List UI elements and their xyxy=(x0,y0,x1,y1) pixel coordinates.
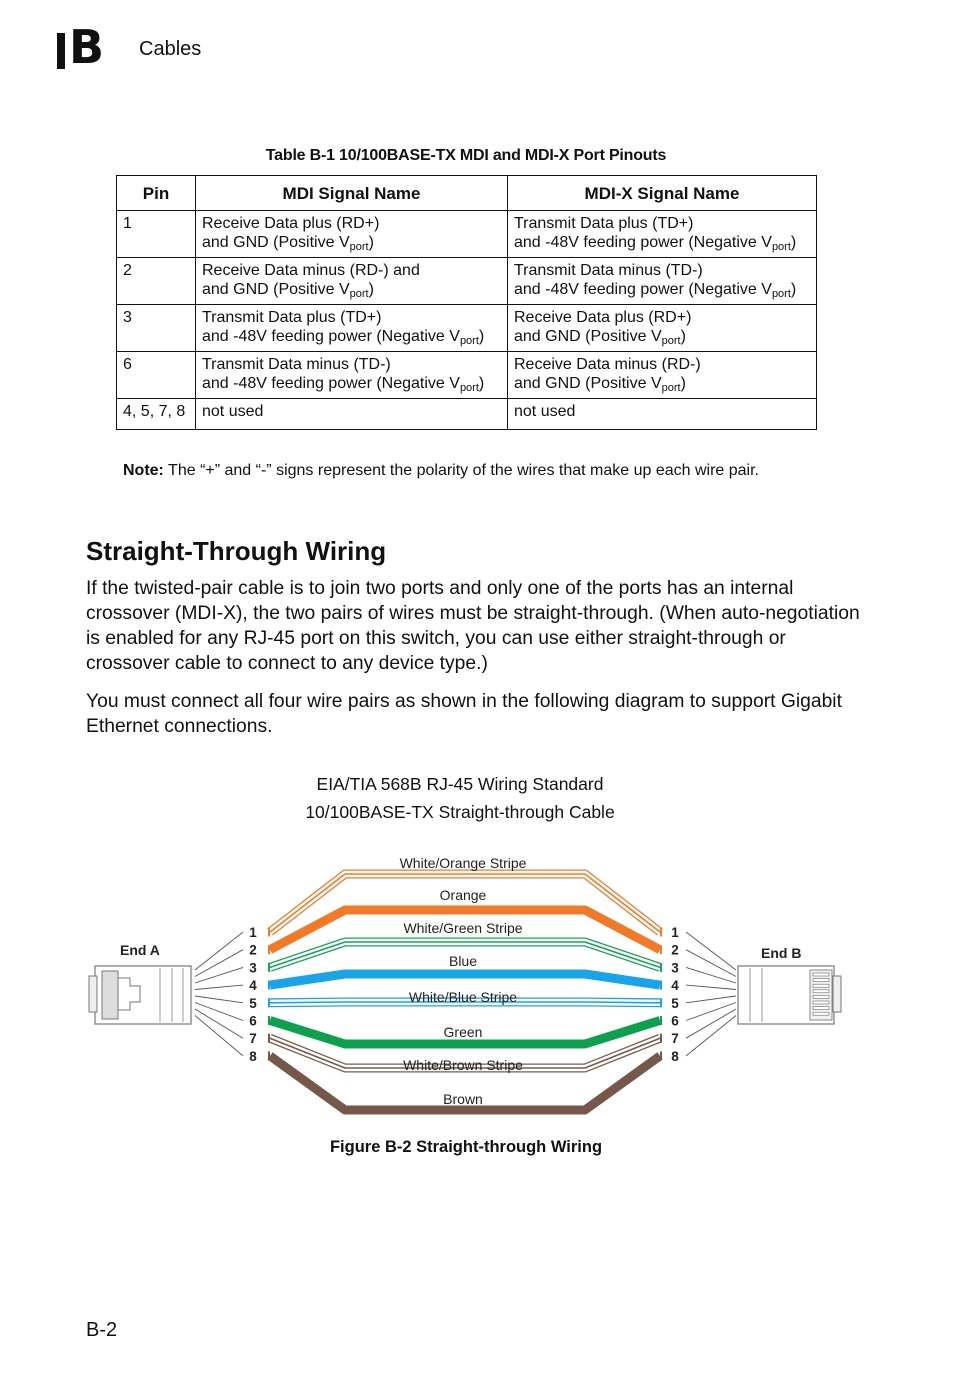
contact-b xyxy=(813,1007,829,1010)
mdi-cell: not used xyxy=(196,399,508,430)
wire-solid xyxy=(270,974,660,985)
table-row xyxy=(117,305,817,352)
mdix-line1: Transmit Data minus (TD-) xyxy=(514,262,703,279)
paragraph-gigabit: You must connect all four wire pairs as shown in the following diagram to support Gigabit Ethernet connections. xyxy=(86,691,842,737)
mdi-cell xyxy=(196,305,508,352)
pin-label-a: 6 xyxy=(249,1013,257,1029)
chapter-tab-bar xyxy=(57,33,65,69)
pin-label-b: 5 xyxy=(671,995,679,1011)
mdix-line2: and GND (Positive V xyxy=(514,375,662,392)
pin-label-b: 7 xyxy=(671,1031,679,1047)
pin-label-a: 4 xyxy=(249,978,257,994)
table-note xyxy=(123,462,759,480)
mdi-line2: and GND (Positive V xyxy=(202,234,350,251)
pin-label-a: 1 xyxy=(249,925,257,940)
fan-line-a xyxy=(195,967,243,983)
pin-cell: 2 xyxy=(117,258,196,305)
header-pin: Pin xyxy=(117,176,196,211)
table-row xyxy=(117,258,817,305)
pin-label-a: 7 xyxy=(249,1031,257,1047)
diagram-title-line1: EIA/TIA 568B RJ-45 Wiring Standard xyxy=(316,774,604,794)
mdi-cell xyxy=(196,211,508,258)
fan-line-b xyxy=(686,1003,736,1021)
page-number: B-2 xyxy=(86,1319,118,1341)
fan-line-b xyxy=(686,950,736,977)
pin-cell: 1 xyxy=(117,211,196,258)
note-label: Note: xyxy=(123,462,164,479)
figure-caption: Figure B-2 Straight-through Wiring xyxy=(329,1138,603,1156)
header-mdix: MDI-X Signal Name xyxy=(508,176,817,211)
mdix-line1: Receive Data minus (RD-) xyxy=(514,356,701,373)
pinout-table xyxy=(116,175,817,430)
diagram-title xyxy=(0,770,920,826)
mdix-end: ) xyxy=(680,375,686,392)
mdi-cell xyxy=(196,258,508,305)
header-mdi: MDI Signal Name xyxy=(196,176,508,211)
contact-b xyxy=(813,973,829,976)
table-row xyxy=(117,352,817,399)
mdi-line1: Receive Data plus (RD+) xyxy=(202,215,380,232)
mdi-line1: Transmit Data plus (TD+) xyxy=(202,309,382,326)
chapter-title: Cables xyxy=(139,38,202,60)
mdix-line2: and -48V feeding power (Negative V xyxy=(514,234,772,251)
mdi-sub: port xyxy=(459,335,479,347)
mdi-cell xyxy=(196,352,508,399)
mdi-line2: and -48V feeding power (Negative V xyxy=(202,328,460,345)
mdix-line2: and -48V feeding power (Negative V xyxy=(514,281,772,298)
note-text: The “+” and “-” signs represent the polarity of the wires that make up each wire pair. xyxy=(163,462,759,479)
mdi-line1: Receive Data minus (RD-) and xyxy=(202,262,420,279)
mdi-end: ) xyxy=(478,375,485,392)
mdix-cell xyxy=(508,352,817,399)
mdix-cell xyxy=(508,258,817,305)
pin-label-b: 1 xyxy=(671,925,679,940)
pin-cell: 4, 5, 7, 8 xyxy=(117,399,196,430)
table-row xyxy=(117,399,817,430)
mdi-end: ) xyxy=(368,281,374,298)
mdix-cell xyxy=(508,305,817,352)
wire-bundle xyxy=(268,855,662,1110)
section-heading: Straight-Through Wiring xyxy=(86,536,387,566)
contact-b xyxy=(813,990,829,993)
pin-label-b: 4 xyxy=(671,978,679,994)
mdi-line1: Transmit Data minus (TD-) xyxy=(202,356,391,373)
contact-b xyxy=(813,1012,829,1015)
mdix-line2: and GND (Positive V xyxy=(514,328,662,345)
mdi-sub: port xyxy=(349,241,369,253)
chapter-letter: B xyxy=(69,20,105,74)
mdix-sub: port xyxy=(771,241,791,253)
wire-label: Orange xyxy=(439,887,487,903)
mdix-end: ) xyxy=(790,234,797,251)
wire-label: Green xyxy=(443,1024,483,1040)
fan-line-b xyxy=(686,1009,736,1038)
fan-line-a xyxy=(195,1003,243,1021)
mdix-line1: Transmit Data plus (TD+) xyxy=(514,215,694,232)
wire-label: White/Brown Stripe xyxy=(403,1057,523,1073)
mdi-sub: port xyxy=(459,382,479,394)
paragraph-crossover: If the twisted-pair cable is to join two ports and only one of the ports has an internal crossover (MDI-X), the two pairs of wires must be straight-through. (When auto-negotiation is enabled for any RJ-45 port on this switch, you can use either straight-through or crossover cable to connect to any device type.) xyxy=(86,578,860,674)
mdi-sub: port xyxy=(349,288,369,300)
pin-label-a: 8 xyxy=(249,1048,257,1064)
mdix-cell: not used xyxy=(508,399,817,430)
mdix-cell xyxy=(508,211,817,258)
diagram-title-line2: 10/100BASE-TX Straight-through Cable xyxy=(305,802,615,822)
wiring-diagram xyxy=(0,840,954,1136)
pin-label-b: 8 xyxy=(671,1048,679,1064)
wire-label: Blue xyxy=(448,953,478,969)
fan-line-b xyxy=(686,985,736,989)
fan-line-b xyxy=(686,1016,736,1056)
fan-line-a xyxy=(195,996,243,1003)
connector-end-a xyxy=(89,966,191,1024)
wire-label: White/Blue Stripe xyxy=(408,989,518,1005)
mdi-end: ) xyxy=(368,234,374,251)
wire-label: Brown xyxy=(443,1091,483,1107)
mdix-sub: port xyxy=(661,335,681,347)
fan-line-b xyxy=(686,996,736,1003)
pin-label-a: 3 xyxy=(249,960,257,976)
pin-label-b: 6 xyxy=(671,1013,679,1029)
table-caption: Table B-1 10/100BASE-TX MDI and MDI-X Port Pinouts xyxy=(265,147,667,164)
mdix-end: ) xyxy=(790,281,797,298)
chapter-tab xyxy=(57,20,109,74)
mdix-sub: port xyxy=(661,382,681,394)
fan-line-a xyxy=(195,950,243,977)
mdix-line1: Receive Data plus (RD+) xyxy=(514,309,692,326)
contact-b xyxy=(813,979,829,982)
table-row xyxy=(117,211,817,258)
pin-label-a: 2 xyxy=(249,942,257,958)
pin-label-b: 3 xyxy=(671,960,679,976)
contact-b xyxy=(813,1001,829,1004)
pin-cell: 6 xyxy=(117,352,196,399)
mdix-end: ) xyxy=(680,328,686,345)
mdi-line2: and -48V feeding power (Negative V xyxy=(202,375,460,392)
fan-line-a xyxy=(195,985,243,989)
end-b-label: End B xyxy=(761,945,802,961)
pin-label-b: 2 xyxy=(671,942,679,958)
contact-b xyxy=(813,995,829,998)
fan-line-b xyxy=(686,932,736,970)
mdi-end: ) xyxy=(478,328,485,345)
fan-line-a xyxy=(195,1009,243,1038)
pin-cell: 3 xyxy=(117,305,196,352)
mdix-sub: port xyxy=(771,288,791,300)
contact-b xyxy=(813,984,829,987)
pin-label-a: 5 xyxy=(249,995,257,1011)
wire-label: White/Orange Stripe xyxy=(399,855,527,871)
table-header-row xyxy=(117,176,817,211)
fan-line-a xyxy=(195,932,243,970)
fan-line-a xyxy=(195,1016,243,1056)
fan-line-b xyxy=(686,967,736,983)
wire-label: White/Green Stripe xyxy=(403,920,523,936)
mdi-line2: and GND (Positive V xyxy=(202,281,350,298)
end-a-label: End A xyxy=(120,942,160,958)
